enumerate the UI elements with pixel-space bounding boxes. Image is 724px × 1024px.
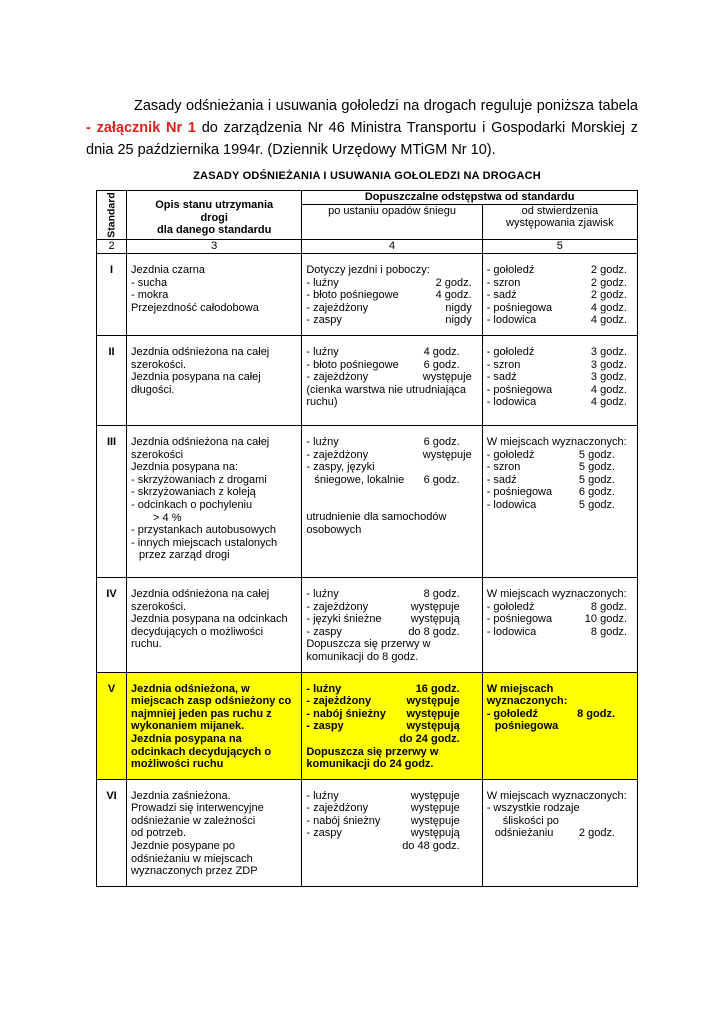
table-row — [97, 577, 638, 672]
intro-annex-reference: - załącznik Nr 1 — [86, 119, 196, 136]
snow-deviation-cell: Dotyczy jezdni i poboczy: - luźny 2 godz. - błoto pośniegowe 4 godz. - zajeżdżony nigdy - zaspy nigdy — [302, 254, 482, 336]
snow-deviation-cell: - luźny 4 godz. - błoto pośniegowe 6 godz. - zajeżdżony występuje (cienka warstwa nie utrudniająca ruchu) — [302, 335, 482, 425]
description-cell: Jezdnia czarna - sucha - mokra Przejezdność całodobowa — [127, 254, 302, 336]
column-numbers-row — [97, 240, 638, 254]
column-number: 3 — [127, 240, 302, 254]
header-standard: Standard — [97, 191, 127, 240]
intro-paragraph — [86, 95, 638, 161]
header-description: Opis stanu utrzymania drogi dla danego standardu — [127, 191, 302, 240]
snow-deviation-cell: - luźny występuje - zajeżdżony występuje - nabój śnieżny występuje - zaspy występują do 48 godz. — [302, 779, 482, 886]
standard-level: III — [97, 425, 127, 577]
description-cell: Jezdnia odśnieżona na całej szerokości. Jezdnia posypana na odcinkach decydujących o możliwości ruchu. — [127, 577, 302, 672]
snow-deviation-cell: - luźny 8 godz. - zajeżdżony występuje - języki śnieżne występują - zaspy do 8 godz. Dopuszcza się przerwy w komunikacji do 8 godz. — [302, 577, 482, 672]
header-after-ice: od stwierdzenia występowania zjawisk — [482, 204, 637, 239]
standard-level: II — [97, 335, 127, 425]
column-number: 5 — [482, 240, 637, 254]
header-row — [97, 191, 638, 205]
standard-level: VI — [97, 779, 127, 886]
table-row — [97, 779, 638, 886]
ice-deviation-cell: - gołoledź 3 godz. - szron 3 godz. - sadź 3 godz. - pośniegowa 4 godz. - lodowica 4 godz. — [482, 335, 637, 425]
ice-deviation-cell: W miejscach wyznaczonych: - gołoledź 8 godz. pośniegowa — [482, 672, 637, 779]
table-row — [97, 254, 638, 336]
description-cell: Jezdnia odśnieżona na całej szerokości. Jezdnia posypana na całej długości. — [127, 335, 302, 425]
header-after-snow: po ustaniu opadów śniegu — [302, 204, 482, 239]
ice-deviation-cell: W miejscach wyznaczonych: - gołoledź 8 godz. - pośniegowa 10 godz. - lodowica 8 godz. — [482, 577, 637, 672]
standard-level: IV — [97, 577, 127, 672]
standards-table — [96, 190, 638, 887]
ice-deviation-cell: - gołoledź 2 godz. - szron 2 godz. - sadź 2 godz. - pośniegowa 4 godz. - lodowica 4 godz. — [482, 254, 637, 336]
table-row — [97, 425, 638, 577]
standard-level: I — [97, 254, 127, 336]
header-deviations: Dopuszczalne odstępstwa od standardu — [302, 191, 638, 205]
standard-level: V — [97, 672, 127, 779]
table-row-highlighted — [97, 672, 638, 779]
table-row — [97, 335, 638, 425]
column-number: 2 — [97, 240, 127, 254]
description-cell: Jezdnia odśnieżona, w miejscach zasp odśnieżony co najmniej jeden pas ruchu z wykonaniem mijanek. Jezdnia posypana na odcinkach decydujących o możliwości ruchu — [127, 672, 302, 779]
snow-deviation-cell: - luźny 6 godz. - zajeżdżony występuje - zaspy, języki śniegowe, lokalnie 6 godz. utrudnienie dla samochodów osobowych — [302, 425, 482, 577]
ice-deviation-cell: W miejscach wyznaczonych: - gołoledź 5 godz. - szron 5 godz. - sadź 5 godz. - pośniegowa 6 godz. - lodowica 5 godz. — [482, 425, 637, 577]
table-title: ZASADY ODŚNIEŻANIA I USUWANIA GOŁOLEDZI NA DROGACH — [193, 170, 541, 182]
intro-text-2: do zarządzenia Nr 46 Ministra Transportu i Gospodarki Morskiej z dnia 25 października 1994r. (Dziennik Urzędowy MTiGM Nr 10). — [86, 119, 638, 158]
ice-deviation-cell: W miejscach wyznaczonych: - wszystkie rodzaje śliskości po odśnieżaniu 2 godz. — [482, 779, 637, 886]
snow-deviation-cell: - luźny 16 godz. - zajeżdżony występuje - nabój śnieżny występuje - zaspy występują do 24 godz. Dopuszcza się przerwy w komunikacji do 24 godz. — [302, 672, 482, 779]
description-cell: Jezdnia zaśnieżona. Prowadzi się interwencyjne odśnieżanie w zależności od potrzeb. Jezdnie posypane po odśnieżaniu w miejscach wyznaczonych przez ZDP — [127, 779, 302, 886]
description-cell: Jezdnia odśnieżona na całej szerokości Jezdnia posypana na: - skrzyżowaniach z drogami - skrzyżowaniach z koleją - odcinkach o pochyleniu > 4 % - przystankach autobusowych - innych miejscach ustalonych przez zarząd drogi — [127, 425, 302, 577]
column-number: 4 — [302, 240, 482, 254]
intro-text-1: Zasady odśnieżania i usuwania gołoledzi na drogach reguluje poniższa tabela — [134, 97, 638, 114]
